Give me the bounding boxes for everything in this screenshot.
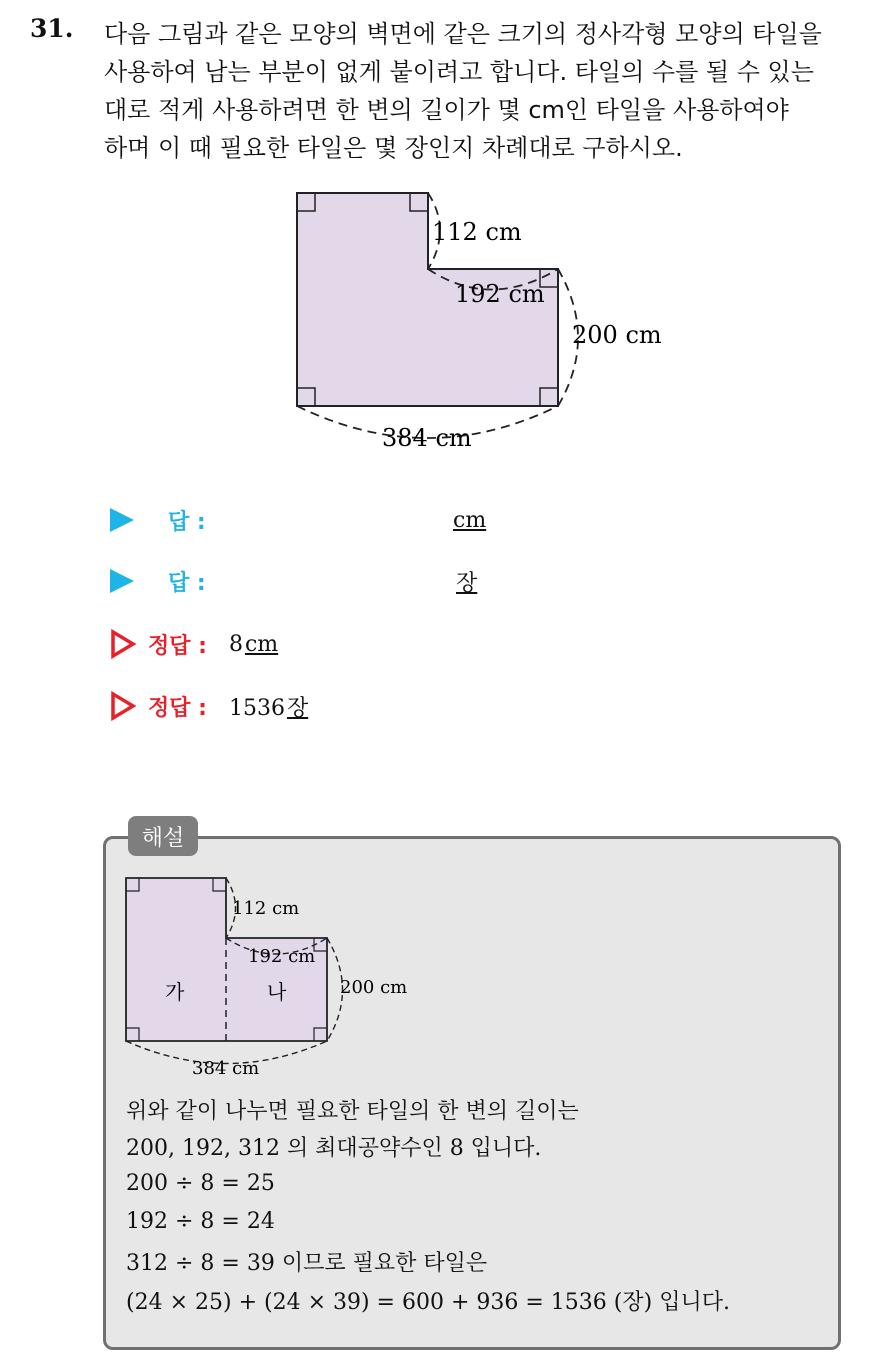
correct-label-2: 정답 :	[148, 695, 207, 721]
l-shape-figure	[280, 180, 700, 470]
solution-label-192: 192 cm	[248, 946, 316, 967]
solution-label-384: 384 cm	[192, 1058, 260, 1079]
question-number: 31.	[30, 14, 74, 43]
answer-unit-1: cm	[453, 507, 487, 533]
solution-figure	[118, 868, 438, 1083]
question-line-2: 사용하여 남는 부분이 없게 붙이려고 합니다. 타일의 수를 될 수 있는	[104, 58, 814, 86]
correct-value-1: 8	[228, 631, 243, 657]
answer-unit-2: 장	[456, 570, 478, 596]
answer-row-2	[110, 563, 710, 599]
solution-line-3: 200 ÷ 8 = 25	[126, 1171, 275, 1196]
correct-value-2: 1536	[228, 695, 285, 721]
question-line-1: 다음 그림과 같은 모양의 벽면에 같은 크기의 정사각형 모양의 타일을	[104, 20, 822, 48]
play-icon	[110, 569, 134, 593]
question-line-3: 대로 적게 사용하려면 한 변의 길이가 몇 cm인 타일을 사용하여야	[104, 96, 789, 124]
correct-answer-1	[229, 632, 278, 657]
label-384: 384 cm	[382, 424, 472, 452]
label-192: 192 cm	[455, 280, 545, 308]
play-icon	[110, 508, 134, 532]
solution-tag: 해설	[128, 816, 198, 856]
answer-row-1	[110, 502, 710, 538]
solution-label-112: 112 cm	[232, 898, 300, 919]
solution-line-6: (24 × 25) + (24 × 39) = 600 + 936 = 1536 (장) 입니다.	[126, 1290, 730, 1315]
label-200: 200 cm	[572, 321, 662, 349]
correct-answer-2	[229, 691, 308, 722]
outline-play-icon	[110, 629, 136, 659]
label-112: 112 cm	[432, 218, 522, 246]
outline-play-icon	[110, 691, 136, 721]
question-line-4: 하며 이 때 필요한 타일은 몇 장인지 차례대로 구하시오.	[104, 134, 683, 162]
solution-label-200: 200 cm	[340, 977, 408, 998]
answer-label-1: 답 :	[168, 509, 206, 535]
correct-row-2	[110, 688, 308, 724]
solution-line-5: 312 ÷ 8 = 39 이므로 필요한 타일은	[126, 1251, 488, 1276]
correct-unit-2: 장	[286, 695, 309, 721]
correct-row-1	[110, 626, 278, 662]
solution-line-4: 192 ÷ 8 = 24	[126, 1209, 275, 1234]
solution-line-2: 200, 192, 312 의 최대공약수인 8 입니다.	[126, 1136, 542, 1161]
solution-line-1: 위와 같이 나누면 필요한 타일의 한 변의 길이는	[126, 1099, 579, 1124]
answer-label-2: 답 :	[168, 570, 206, 596]
correct-label-1: 정답 :	[148, 633, 207, 659]
correct-unit-1: cm	[244, 631, 279, 657]
region-a-label: 가	[165, 980, 185, 1004]
region-b-label: 나	[267, 980, 287, 1004]
